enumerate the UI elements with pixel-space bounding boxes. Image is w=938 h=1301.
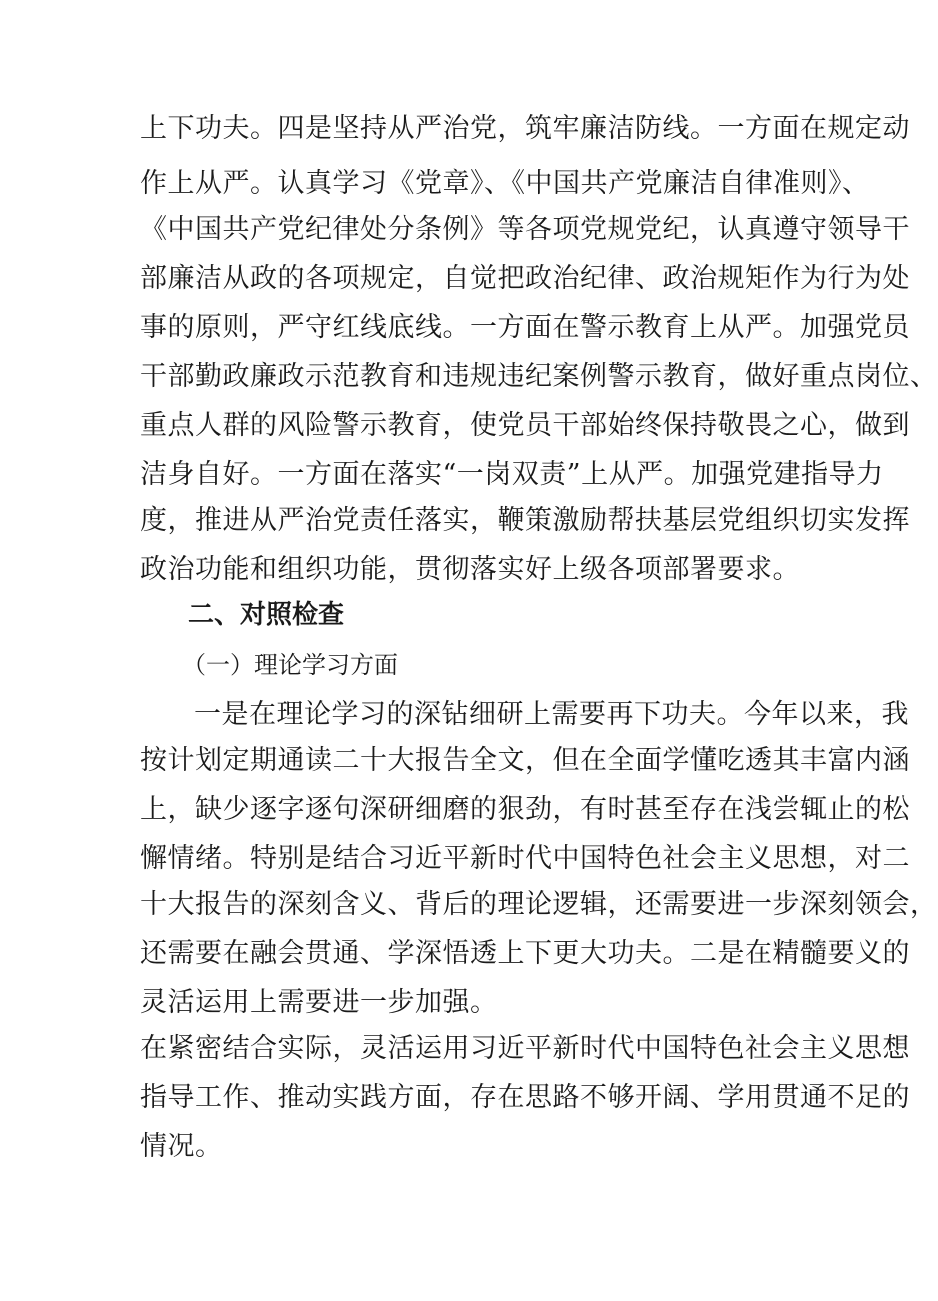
paragraph-1-line-10: 政治功能和组织功能，贯彻落实好上级各项部署要求。 [140,554,800,585]
paragraph-2-line-5: 十大报告的深刻含义、背后的理论逻辑，还需要进一步深刻领会， [140,889,938,920]
paragraph-1-line-2: 作上从严。认真学习《党章》、《中国共产党廉洁自律准则》、 [140,168,870,199]
paragraph-1-line-5: 事的原则，严守红线底线。一方面在警示教育上从严。加强党员 [140,312,910,343]
subsection-heading: （一）理论学习方面 [182,651,398,679]
paragraph-2-line-6: 还需要在融会贯通、学深悟透上下更大功夫。二是在精髓要义的 [140,938,910,969]
paragraph-1-line-4: 部廉洁从政的各项规定，自觉把政治纪律、政治规矩作为行为处 [140,263,910,294]
paragraph-3-line-1: 在紧密结合实际，灵活运用习近平新时代中国特色社会主义思想 [140,1033,910,1064]
paragraph-1-line-8: 洁身自好。一方面在落实“一岗双责”上从严。加强党建指导力 [140,459,884,490]
paragraph-1-line-9: 度，推进从严治党责任落实，鞭策激励帮扶基层党组织切实发挥 [140,505,910,536]
paragraph-1-line-1: 上下功夫。四是坚持从严治党，筑牢廉洁防线。一方面在规定动 [140,113,910,144]
paragraph-1-line-7: 重点人群的风险警示教育，使党员干部始终保持敬畏之心，做到 [140,410,910,441]
paragraph-2-line-4: 懈情绪。特别是结合习近平新时代中国特色社会主义思想，对二 [140,843,910,874]
paragraph-2-line-1: 一是在理论学习的深钻细研上需要再下功夫。今年以来，我 [194,699,909,730]
paragraph-2-line-3: 上，缺少逐字逐句深研细磨的狠劲，有时甚至存在浅尝辄止的松 [140,794,910,825]
paragraph-1-line-3: 《中国共产党纪律处分条例》等各项党规党纪，认真遵守领导干 [140,214,910,245]
section-heading: 二、对照检查 [188,600,345,630]
paragraph-2-line-2: 按计划定期通读二十大报告全文，但在全面学懂吃透其丰富内涵 [140,745,910,776]
paragraph-3-line-3: 情况。 [140,1131,223,1162]
paragraph-3-line-2: 指导工作、推动实践方面，存在思路不够开阔、学用贯通不足的 [140,1082,910,1113]
paragraph-1-line-6: 干部勤政廉政示范教育和违规违纪案例警示教育，做好重点岗位、 [140,361,938,392]
paragraph-2-line-7: 灵活运用上需要进一步加强。 [140,987,498,1018]
